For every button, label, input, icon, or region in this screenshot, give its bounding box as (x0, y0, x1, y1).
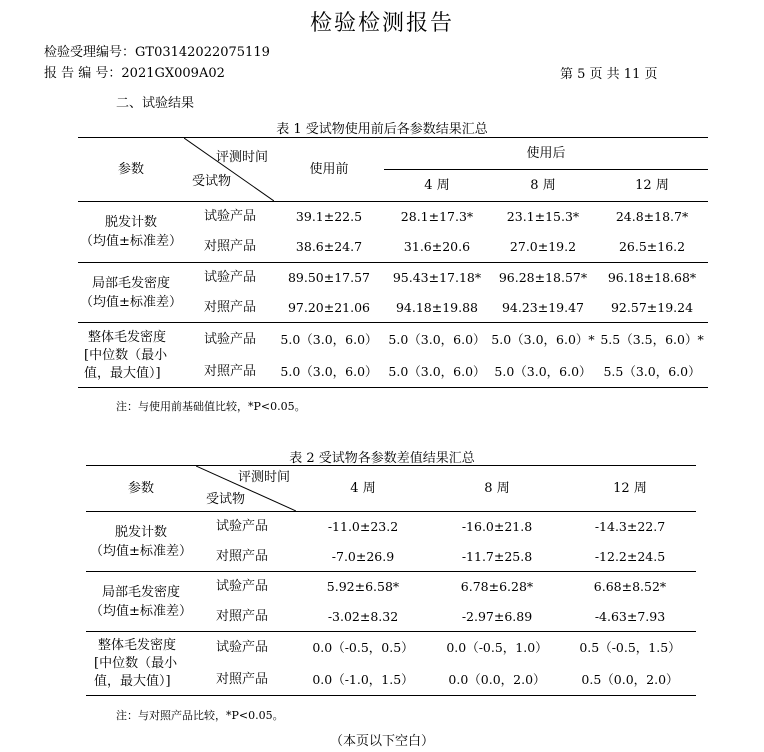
value-cell: -7.0±26.9 (296, 542, 430, 572)
value-cell: 5.0（3.0，6.0） (384, 356, 490, 388)
value-cell: 28.1±17.3* (400, 209, 474, 225)
value-cell: -11.7±25.8 (430, 542, 564, 572)
value-cell: 94.23±19.47 (490, 293, 596, 323)
table1-diagonal-header (184, 138, 274, 202)
value-cell: 5.0（3.0，6.0）* (491, 331, 595, 347)
table1-param-header: 参数 (78, 138, 184, 202)
param-line: 局部毛发密度 (91, 275, 170, 291)
product-cell: 对照产品 (184, 293, 274, 323)
table1 (78, 137, 708, 388)
table1-caption: 表 1 受试物使用前后各参数结果汇总 (276, 122, 488, 137)
table2 (86, 465, 696, 696)
value-cell: 5.0（3.0，6.0） (490, 356, 596, 388)
value-cell: 5.0（3.0，6.0） (274, 356, 384, 388)
value-cell: 97.20±21.06 (274, 293, 384, 323)
diagonal-line (184, 138, 274, 201)
value-cell: -3.02±8.32 (296, 602, 430, 632)
param-line: 整体毛发密度 (88, 329, 167, 345)
table1-week-header: 12 周 (596, 170, 708, 202)
param-line: （均值±标准差） (90, 543, 192, 559)
table2-week-header: 12 周 (564, 466, 696, 512)
table2-note: 注：与对照产品比较，*P<0.05。 (116, 709, 284, 722)
product-cell: 试验产品 (216, 519, 269, 535)
product-cell: 试验产品 (204, 209, 257, 225)
table2-param-cell (86, 572, 196, 632)
param-line: （均值±标准差） (90, 603, 192, 619)
value-cell: -2.97±6.89 (430, 602, 564, 632)
param-line: （均值±标准差） (80, 234, 182, 249)
value-cell: 39.1±22.5 (295, 209, 363, 225)
table2-header-row (86, 466, 696, 512)
value-cell: 0.5（0.0，2.0） (564, 664, 696, 696)
table-row (86, 632, 696, 664)
table1-before-header: 使用前 (274, 138, 384, 202)
param-line: 值，最大值）] (84, 365, 161, 381)
table-row (86, 512, 696, 542)
value-cell: -14.3±22.7 (594, 519, 666, 535)
acceptance-number (44, 41, 270, 60)
section-heading: 二、试验结果 (116, 96, 195, 111)
product-cell: 试验产品 (204, 331, 257, 347)
value-cell: -4.63±7.93 (564, 602, 696, 632)
product-cell: 对照产品 (196, 664, 296, 696)
param-line: 值，最大值）] (94, 674, 171, 689)
value-cell: 0.0（0.0，2.0） (430, 664, 564, 696)
product-cell: 对照产品 (184, 356, 274, 388)
product-cell: 对照产品 (184, 232, 274, 263)
table-row (78, 323, 708, 356)
table1-week-header: 8 周 (490, 170, 596, 202)
table1-diag-bottom: 受试物 (192, 174, 232, 189)
table2-week-header: 8 周 (430, 466, 564, 512)
value-cell: 5.5（3.5，6.0）* (600, 331, 704, 347)
value-cell: -16.0±21.8 (461, 519, 533, 535)
value-cell: 27.0±19.2 (490, 232, 596, 263)
value-cell: 95.43±17.18* (392, 270, 482, 286)
table1-diag-top: 评测时间 (215, 150, 268, 165)
table2-caption: 表 2 受试物各参数差值结果汇总 (289, 451, 475, 466)
value-cell: 0.0（-1.0，1.5） (296, 664, 430, 696)
value-cell: 38.6±24.7 (274, 232, 384, 263)
value-cell: 89.50±17.57 (287, 270, 371, 286)
value-cell: 0.0（-0.5，1.0） (446, 640, 548, 656)
value-cell: 24.8±18.7* (615, 209, 689, 225)
table2-param-header: 参数 (86, 466, 196, 512)
value-cell: 0.0（-0.5，0.5） (312, 640, 414, 656)
product-cell: 对照产品 (196, 602, 296, 632)
value-cell: 26.5±16.2 (596, 232, 708, 263)
table1-week-header: 4 周 (384, 170, 490, 202)
value-cell: 6.68±8.52* (593, 579, 667, 595)
value-cell: 31.6±20.6 (384, 232, 490, 263)
table-row (78, 202, 708, 232)
value-cell: 23.1±15.3* (506, 209, 580, 225)
product-cell: 试验产品 (216, 640, 269, 656)
table-row (86, 572, 696, 602)
table2-param-cell (86, 632, 196, 696)
param-line: 脱发计数 (104, 215, 157, 230)
report-label: 报 告 编 号： (44, 66, 122, 81)
product-cell: 试验产品 (204, 270, 257, 286)
report-number (44, 62, 225, 81)
product-cell: 对照产品 (196, 542, 296, 572)
value-cell: 96.28±18.57* (498, 270, 588, 286)
value-cell: 5.92±6.58* (326, 579, 400, 595)
page-info: 第 5 页 共 11 页 (560, 67, 658, 82)
param-line: [中位数（最小 (84, 347, 168, 363)
value-cell: 94.18±19.88 (384, 293, 490, 323)
product-cell: 试验产品 (216, 579, 269, 595)
table1-header-row (78, 138, 708, 170)
acceptance-label: 检验受理编号： (44, 45, 136, 60)
value-cell: 6.78±6.28* (460, 579, 534, 595)
table2-week-header: 4 周 (296, 466, 430, 512)
report-title: 检验检测报告 (309, 11, 454, 36)
table2-param-cell (86, 512, 196, 572)
page-end-text: （本页以下空白） (329, 734, 434, 749)
value-cell: -11.0±23.2 (327, 519, 399, 535)
value-cell: 92.57±19.24 (596, 293, 708, 323)
param-line: （均值±标准差） (80, 294, 182, 310)
acceptance-value: GT03142022075119 (135, 45, 270, 60)
value-cell: -12.2±24.5 (564, 542, 696, 572)
table2-diagonal-header (196, 466, 296, 512)
table1-note: 注：与使用前基础值比较，*P<0.05。 (116, 400, 306, 413)
value-cell: 5.0（3.0，6.0） (280, 331, 378, 347)
param-line: [中位数（最小 (94, 656, 178, 671)
param-line: 整体毛发密度 (98, 638, 177, 653)
table1-after-header: 使用后 (384, 138, 708, 170)
param-line: 脱发计数 (114, 524, 167, 540)
table1-param-cell (78, 202, 184, 263)
report-value: 2021GX009A02 (121, 66, 225, 81)
table2-diag-bottom: 受试物 (206, 492, 246, 507)
table2-diag-top: 评测时间 (237, 470, 290, 485)
table-row (78, 263, 708, 293)
value-cell: 5.0（3.0，6.0） (388, 331, 486, 347)
table1-param-cell (78, 323, 184, 388)
value-cell: 5.5（3.0，6.0） (596, 356, 708, 388)
value-cell: 96.18±18.68* (607, 270, 697, 286)
value-cell: 0.5（-0.5，1.5） (579, 640, 681, 656)
param-line: 局部毛发密度 (101, 584, 180, 600)
table1-param-cell (78, 263, 184, 323)
